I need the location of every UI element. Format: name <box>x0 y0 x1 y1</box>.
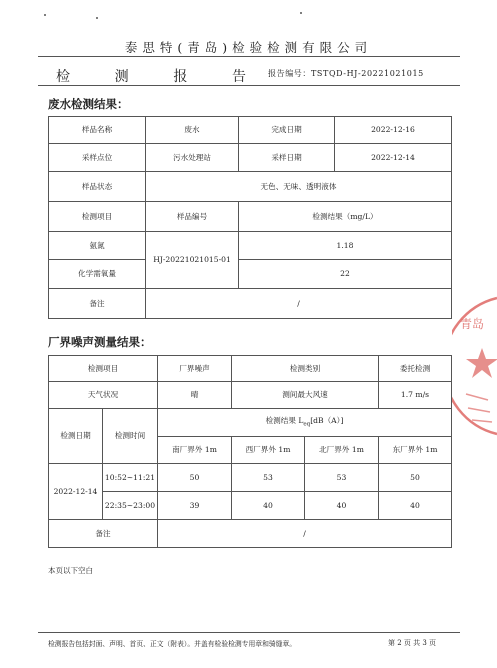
result-label-sub: eq <box>303 421 311 428</box>
finish-date-label: 完成日期 <box>239 117 335 144</box>
table-row <box>49 260 452 289</box>
footer-rule <box>38 632 460 633</box>
company-name: 泰思特(青岛)检验检测有限公司 <box>124 40 373 55</box>
point-south: 南厂界外 1m <box>158 437 232 464</box>
table-row <box>49 464 452 492</box>
noise-result-label <box>158 409 452 437</box>
point-east: 东厂界外 1m <box>379 437 452 464</box>
value: 53 <box>232 464 305 492</box>
table-row <box>49 289 452 319</box>
table-row <box>49 144 452 172</box>
result-label-post: [dB（A）] <box>310 416 344 426</box>
sample-name-label: 样品名称 <box>49 117 146 144</box>
weather-label: 天气状况 <box>49 382 158 409</box>
noise-table <box>48 355 452 548</box>
table-row <box>49 492 452 520</box>
value: 53 <box>305 464 379 492</box>
title-char: 测 <box>114 69 129 85</box>
sample-name-value: 废水 <box>146 117 239 144</box>
sample-date-value: 2022-12-14 <box>335 144 452 172</box>
category-label: 检测类别 <box>232 356 379 382</box>
title-char: 检 <box>56 69 70 85</box>
seal-mark <box>466 394 492 422</box>
table-row <box>49 117 452 144</box>
finish-date-value: 2022-12-16 <box>335 117 452 144</box>
value: 50 <box>158 464 232 492</box>
sample-date-label: 采样日期 <box>239 144 335 172</box>
item-name: 化学需氧量 <box>49 260 146 289</box>
title-char: 告 <box>231 69 246 85</box>
point-north: 北厂界外 1m <box>305 437 379 464</box>
remark-label: 备注 <box>49 289 146 319</box>
title-char: 报 <box>173 69 188 85</box>
value: 40 <box>232 492 305 520</box>
time-label: 检测时间 <box>103 409 158 464</box>
code-label: 样品编号 <box>146 202 239 232</box>
wastewater-heading: 废水检测结果： <box>48 97 129 111</box>
time-day: 10:52~11:21 <box>103 464 158 492</box>
sample-code: HJ-20221021015-01 <box>146 232 239 289</box>
remark-value: / <box>146 289 452 319</box>
speck <box>300 12 302 14</box>
noise-heading: 厂界噪声测量结果： <box>48 335 152 349</box>
weather-value: 晴 <box>158 382 232 409</box>
result-label-pre: 检测结果 L <box>265 416 304 426</box>
noise-item-label: 检测项目 <box>49 356 158 382</box>
validity-note: 检测报告包括封面、声明、首页、正文（附表）。并盖有检验检测专用章和骑缝章。 <box>48 640 297 648</box>
value: 39 <box>158 492 232 520</box>
wastewater-table <box>48 116 452 319</box>
report-number: 报告编号：TSTQD-HJ-20221021015 <box>268 69 424 78</box>
wind-value: 1.7 m/s <box>379 382 452 409</box>
item-label: 检测项目 <box>49 202 146 232</box>
date-label: 检测日期 <box>49 409 103 464</box>
table-row <box>49 232 452 260</box>
table-row <box>49 409 452 437</box>
time-night: 22:35~23:00 <box>103 492 158 520</box>
result-label: 检测结果（mg/L） <box>239 202 452 232</box>
speck <box>96 17 98 19</box>
wind-label: 测间最大风速 <box>232 382 379 409</box>
value: 50 <box>379 464 452 492</box>
table-row <box>49 382 452 409</box>
noise-date: 2022-12-14 <box>49 464 103 520</box>
speck <box>44 14 46 16</box>
result-value: 22 <box>239 260 452 289</box>
table-row <box>49 172 452 202</box>
value: 40 <box>305 492 379 520</box>
blank-note: 本页以下空白 <box>48 566 93 575</box>
page-number: 第 2 页 共 3 页 <box>388 639 437 647</box>
state-label: 样品状态 <box>49 172 146 202</box>
table-row <box>49 356 452 382</box>
value: 40 <box>379 492 452 520</box>
state-value: 无色、无味、透明液体 <box>146 172 452 202</box>
noise-remark-label: 备注 <box>49 520 158 548</box>
site-value: 污水处理站 <box>146 144 239 172</box>
header-rule-top <box>38 56 460 57</box>
result-value: 1.18 <box>239 232 452 260</box>
site-label: 采样点位 <box>49 144 146 172</box>
category-value: 委托检测 <box>379 356 452 382</box>
point-west: 西厂界外 1m <box>232 437 305 464</box>
noise-item-value: 厂界噪声 <box>158 356 232 382</box>
seal-text: 青岛 <box>460 317 485 331</box>
seal-stamp <box>452 296 497 436</box>
table-row <box>49 520 452 548</box>
seal-star-icon <box>466 348 497 378</box>
header-rule-bottom <box>38 85 460 86</box>
item-name: 氨氮 <box>49 232 146 260</box>
report-title <box>56 66 246 86</box>
noise-remark-value: / <box>158 520 452 548</box>
table-row <box>49 202 452 232</box>
